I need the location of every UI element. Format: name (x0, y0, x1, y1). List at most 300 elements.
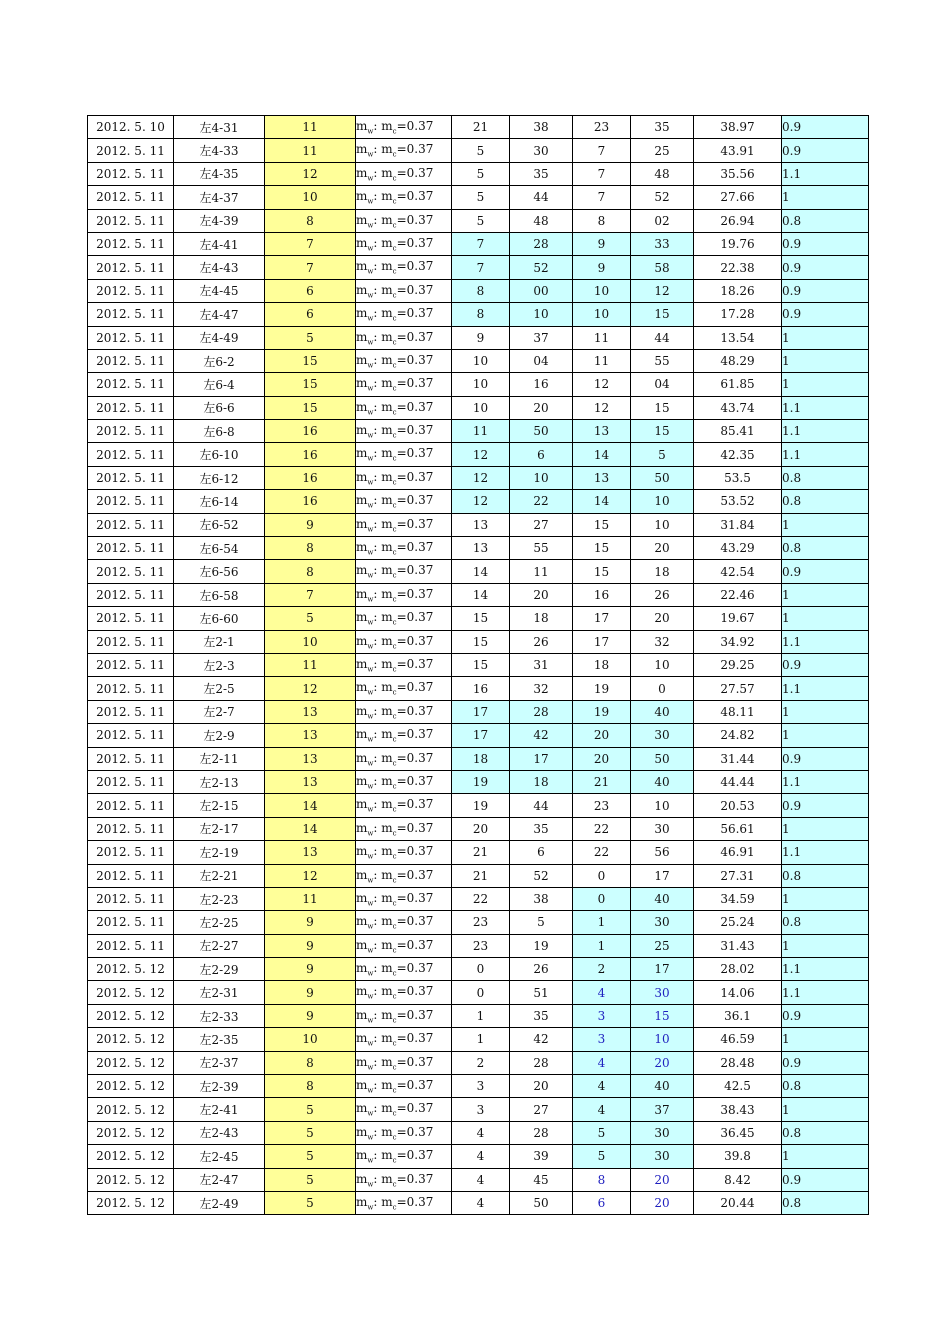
pile-id-cell[interactable]: 左6-14 (174, 490, 265, 513)
count-cell[interactable]: 5 (265, 1191, 356, 1214)
ratio-cell[interactable] (356, 864, 452, 887)
end-hour-cell[interactable]: 3 (573, 1028, 631, 1051)
date-cell[interactable]: 2012. 5. 11 (88, 186, 174, 209)
coefficient-cell[interactable]: 1 (782, 583, 869, 606)
start-minute-cell[interactable]: 00 (510, 279, 573, 302)
ratio-cell[interactable] (356, 1098, 452, 1121)
ratio-cell[interactable] (356, 490, 452, 513)
duration-cell[interactable]: 34.92 (694, 630, 782, 653)
duration-cell[interactable]: 22.46 (694, 583, 782, 606)
ratio-cell[interactable] (356, 466, 452, 489)
date-cell[interactable]: 2012. 5. 11 (88, 630, 174, 653)
ratio-cell[interactable] (356, 420, 452, 443)
count-cell[interactable]: 10 (265, 1028, 356, 1051)
count-cell[interactable]: 8 (265, 537, 356, 560)
start-hour-cell[interactable]: 3 (452, 1098, 510, 1121)
coefficient-cell[interactable]: 0.9 (782, 747, 869, 770)
end-hour-cell[interactable]: 15 (573, 513, 631, 536)
start-hour-cell[interactable]: 20 (452, 817, 510, 840)
coefficient-cell[interactable]: 0.9 (782, 1051, 869, 1074)
ratio-cell[interactable] (356, 934, 452, 957)
date-cell[interactable]: 2012. 5. 11 (88, 724, 174, 747)
start-minute-cell[interactable]: 20 (510, 396, 573, 419)
ratio-cell[interactable] (356, 209, 452, 232)
start-hour-cell[interactable]: 4 (452, 1191, 510, 1214)
end-minute-cell[interactable]: 20 (631, 1168, 694, 1191)
start-hour-cell[interactable]: 1 (452, 1028, 510, 1051)
pile-id-cell[interactable]: 左4-47 (174, 303, 265, 326)
pile-id-cell[interactable]: 左2-33 (174, 1004, 265, 1027)
pile-id-cell[interactable]: 左2-35 (174, 1028, 265, 1051)
date-cell[interactable]: 2012. 5. 12 (88, 958, 174, 981)
start-minute-cell[interactable]: 42 (510, 724, 573, 747)
pile-id-cell[interactable]: 左6-8 (174, 420, 265, 443)
duration-cell[interactable]: 38.43 (694, 1098, 782, 1121)
start-hour-cell[interactable]: 10 (452, 349, 510, 372)
pile-id-cell[interactable]: 左2-27 (174, 934, 265, 957)
start-minute-cell[interactable]: 39 (510, 1145, 573, 1168)
duration-cell[interactable]: 46.59 (694, 1028, 782, 1051)
duration-cell[interactable]: 31.43 (694, 934, 782, 957)
coefficient-cell[interactable]: 1 (782, 373, 869, 396)
end-hour-cell[interactable]: 8 (573, 1168, 631, 1191)
end-minute-cell[interactable]: 58 (631, 256, 694, 279)
end-minute-cell[interactable]: 20 (631, 607, 694, 630)
start-minute-cell[interactable]: 26 (510, 958, 573, 981)
coefficient-cell[interactable]: 0.8 (782, 1121, 869, 1144)
end-minute-cell[interactable]: 40 (631, 770, 694, 793)
duration-cell[interactable]: 85.41 (694, 420, 782, 443)
coefficient-cell[interactable]: 0.9 (782, 1004, 869, 1027)
start-hour-cell[interactable]: 19 (452, 794, 510, 817)
date-cell[interactable]: 2012. 5. 11 (88, 513, 174, 536)
end-hour-cell[interactable]: 12 (573, 396, 631, 419)
coefficient-cell[interactable]: 1.1 (782, 770, 869, 793)
end-hour-cell[interactable]: 13 (573, 420, 631, 443)
coefficient-cell[interactable]: 1 (782, 724, 869, 747)
ratio-cell[interactable] (356, 1168, 452, 1191)
pile-id-cell[interactable]: 左2-11 (174, 747, 265, 770)
pile-id-cell[interactable]: 左2-37 (174, 1051, 265, 1074)
date-cell[interactable]: 2012. 5. 11 (88, 560, 174, 583)
ratio-cell[interactable] (356, 116, 452, 139)
duration-cell[interactable]: 14.06 (694, 981, 782, 1004)
start-minute-cell[interactable]: 20 (510, 583, 573, 606)
duration-cell[interactable]: 34.59 (694, 887, 782, 910)
start-hour-cell[interactable]: 4 (452, 1145, 510, 1168)
ratio-cell[interactable] (356, 911, 452, 934)
date-cell[interactable]: 2012. 5. 11 (88, 396, 174, 419)
count-cell[interactable]: 15 (265, 349, 356, 372)
end-hour-cell[interactable]: 2 (573, 958, 631, 981)
start-minute-cell[interactable]: 52 (510, 256, 573, 279)
count-cell[interactable]: 13 (265, 700, 356, 723)
pile-id-cell[interactable]: 左2-25 (174, 911, 265, 934)
coefficient-cell[interactable]: 1 (782, 1028, 869, 1051)
end-minute-cell[interactable]: 10 (631, 490, 694, 513)
start-minute-cell[interactable]: 6 (510, 841, 573, 864)
ratio-cell[interactable] (356, 1004, 452, 1027)
pile-id-cell[interactable]: 左2-21 (174, 864, 265, 887)
pile-id-cell[interactable]: 左2-47 (174, 1168, 265, 1191)
end-hour-cell[interactable]: 19 (573, 677, 631, 700)
end-minute-cell[interactable]: 20 (631, 1191, 694, 1214)
ratio-cell[interactable] (356, 256, 452, 279)
date-cell[interactable]: 2012. 5. 12 (88, 1075, 174, 1098)
end-hour-cell[interactable]: 11 (573, 326, 631, 349)
ratio-cell[interactable] (356, 279, 452, 302)
coefficient-cell[interactable]: 1 (782, 186, 869, 209)
count-cell[interactable]: 11 (265, 139, 356, 162)
count-cell[interactable]: 9 (265, 981, 356, 1004)
date-cell[interactable]: 2012. 5. 11 (88, 653, 174, 676)
pile-id-cell[interactable]: 左6-60 (174, 607, 265, 630)
start-minute-cell[interactable]: 35 (510, 162, 573, 185)
coefficient-cell[interactable]: 0.8 (782, 209, 869, 232)
coefficient-cell[interactable]: 0.8 (782, 537, 869, 560)
ratio-cell[interactable] (356, 326, 452, 349)
end-hour-cell[interactable]: 3 (573, 1004, 631, 1027)
start-minute-cell[interactable]: 50 (510, 1191, 573, 1214)
duration-cell[interactable]: 36.1 (694, 1004, 782, 1027)
count-cell[interactable]: 8 (265, 560, 356, 583)
count-cell[interactable]: 5 (265, 1098, 356, 1121)
end-minute-cell[interactable]: 15 (631, 420, 694, 443)
end-minute-cell[interactable]: 35 (631, 116, 694, 139)
pile-id-cell[interactable]: 左4-45 (174, 279, 265, 302)
duration-cell[interactable]: 19.76 (694, 232, 782, 255)
date-cell[interactable]: 2012. 5. 11 (88, 583, 174, 606)
end-minute-cell[interactable]: 10 (631, 513, 694, 536)
start-hour-cell[interactable]: 15 (452, 607, 510, 630)
date-cell[interactable]: 2012. 5. 11 (88, 770, 174, 793)
end-minute-cell[interactable]: 50 (631, 747, 694, 770)
start-hour-cell[interactable]: 0 (452, 981, 510, 1004)
start-hour-cell[interactable]: 15 (452, 653, 510, 676)
start-hour-cell[interactable]: 5 (452, 162, 510, 185)
start-hour-cell[interactable]: 23 (452, 911, 510, 934)
coefficient-cell[interactable]: 1 (782, 349, 869, 372)
ratio-cell[interactable] (356, 887, 452, 910)
coefficient-cell[interactable]: 0.9 (782, 256, 869, 279)
pile-id-cell[interactable]: 左4-37 (174, 186, 265, 209)
start-minute-cell[interactable]: 04 (510, 349, 573, 372)
pile-id-cell[interactable]: 左4-41 (174, 232, 265, 255)
start-minute-cell[interactable]: 28 (510, 1121, 573, 1144)
date-cell[interactable]: 2012. 5. 11 (88, 232, 174, 255)
start-minute-cell[interactable]: 38 (510, 116, 573, 139)
end-hour-cell[interactable]: 20 (573, 747, 631, 770)
duration-cell[interactable]: 43.74 (694, 396, 782, 419)
count-cell[interactable]: 6 (265, 303, 356, 326)
duration-cell[interactable]: 38.97 (694, 116, 782, 139)
count-cell[interactable]: 13 (265, 841, 356, 864)
end-hour-cell[interactable]: 23 (573, 116, 631, 139)
duration-cell[interactable]: 17.28 (694, 303, 782, 326)
start-hour-cell[interactable]: 3 (452, 1075, 510, 1098)
start-hour-cell[interactable]: 17 (452, 724, 510, 747)
coefficient-cell[interactable]: 0.8 (782, 1075, 869, 1098)
date-cell[interactable]: 2012. 5. 11 (88, 607, 174, 630)
duration-cell[interactable]: 36.45 (694, 1121, 782, 1144)
end-hour-cell[interactable]: 1 (573, 934, 631, 957)
end-minute-cell[interactable]: 30 (631, 724, 694, 747)
coefficient-cell[interactable]: 1.1 (782, 162, 869, 185)
start-minute-cell[interactable]: 42 (510, 1028, 573, 1051)
duration-cell[interactable]: 29.25 (694, 653, 782, 676)
date-cell[interactable]: 2012. 5. 11 (88, 139, 174, 162)
start-minute-cell[interactable]: 27 (510, 513, 573, 536)
ratio-cell[interactable] (356, 1121, 452, 1144)
end-hour-cell[interactable]: 12 (573, 373, 631, 396)
end-hour-cell[interactable]: 14 (573, 443, 631, 466)
count-cell[interactable]: 15 (265, 396, 356, 419)
end-minute-cell[interactable]: 25 (631, 934, 694, 957)
start-minute-cell[interactable]: 44 (510, 794, 573, 817)
duration-cell[interactable]: 39.8 (694, 1145, 782, 1168)
date-cell[interactable]: 2012. 5. 11 (88, 279, 174, 302)
end-minute-cell[interactable]: 26 (631, 583, 694, 606)
coefficient-cell[interactable]: 0.9 (782, 653, 869, 676)
start-hour-cell[interactable]: 2 (452, 1051, 510, 1074)
coefficient-cell[interactable]: 0.9 (782, 116, 869, 139)
start-hour-cell[interactable]: 5 (452, 186, 510, 209)
end-minute-cell[interactable]: 12 (631, 279, 694, 302)
pile-id-cell[interactable]: 左6-2 (174, 349, 265, 372)
start-hour-cell[interactable]: 13 (452, 513, 510, 536)
end-minute-cell[interactable]: 17 (631, 864, 694, 887)
count-cell[interactable]: 10 (265, 186, 356, 209)
date-cell[interactable]: 2012. 5. 11 (88, 420, 174, 443)
end-hour-cell[interactable]: 14 (573, 490, 631, 513)
end-minute-cell[interactable]: 30 (631, 817, 694, 840)
start-minute-cell[interactable]: 19 (510, 934, 573, 957)
start-minute-cell[interactable]: 5 (510, 911, 573, 934)
date-cell[interactable]: 2012. 5. 11 (88, 209, 174, 232)
end-minute-cell[interactable]: 48 (631, 162, 694, 185)
date-cell[interactable]: 2012. 5. 12 (88, 1098, 174, 1121)
start-minute-cell[interactable]: 10 (510, 303, 573, 326)
date-cell[interactable]: 2012. 5. 11 (88, 443, 174, 466)
start-hour-cell[interactable]: 9 (452, 326, 510, 349)
coefficient-cell[interactable]: 0.8 (782, 466, 869, 489)
end-hour-cell[interactable]: 22 (573, 841, 631, 864)
end-hour-cell[interactable]: 21 (573, 770, 631, 793)
date-cell[interactable]: 2012. 5. 11 (88, 934, 174, 957)
duration-cell[interactable]: 42.54 (694, 560, 782, 583)
start-hour-cell[interactable]: 8 (452, 279, 510, 302)
count-cell[interactable]: 10 (265, 630, 356, 653)
start-hour-cell[interactable]: 10 (452, 396, 510, 419)
date-cell[interactable]: 2012. 5. 11 (88, 700, 174, 723)
start-hour-cell[interactable]: 21 (452, 841, 510, 864)
start-minute-cell[interactable]: 20 (510, 1075, 573, 1098)
pile-id-cell[interactable]: 左4-43 (174, 256, 265, 279)
start-hour-cell[interactable]: 16 (452, 677, 510, 700)
count-cell[interactable]: 9 (265, 513, 356, 536)
date-cell[interactable]: 2012. 5. 11 (88, 887, 174, 910)
coefficient-cell[interactable]: 0.9 (782, 1168, 869, 1191)
coefficient-cell[interactable]: 1.1 (782, 841, 869, 864)
count-cell[interactable]: 5 (265, 607, 356, 630)
ratio-cell[interactable] (356, 1075, 452, 1098)
date-cell[interactable]: 2012. 5. 12 (88, 1004, 174, 1027)
date-cell[interactable]: 2012. 5. 11 (88, 349, 174, 372)
ratio-cell[interactable] (356, 232, 452, 255)
coefficient-cell[interactable]: 1.1 (782, 396, 869, 419)
pile-id-cell[interactable]: 左2-19 (174, 841, 265, 864)
ratio-cell[interactable] (356, 513, 452, 536)
pile-id-cell[interactable]: 左2-7 (174, 700, 265, 723)
ratio-cell[interactable] (356, 817, 452, 840)
coefficient-cell[interactable]: 1 (782, 817, 869, 840)
end-hour-cell[interactable]: 5 (573, 1121, 631, 1144)
end-hour-cell[interactable]: 20 (573, 724, 631, 747)
end-hour-cell[interactable]: 15 (573, 537, 631, 560)
start-hour-cell[interactable]: 12 (452, 490, 510, 513)
date-cell[interactable]: 2012. 5. 11 (88, 817, 174, 840)
pile-id-cell[interactable]: 左4-31 (174, 116, 265, 139)
start-minute-cell[interactable]: 38 (510, 887, 573, 910)
end-hour-cell[interactable]: 10 (573, 279, 631, 302)
end-hour-cell[interactable]: 4 (573, 1051, 631, 1074)
coefficient-cell[interactable]: 0.9 (782, 279, 869, 302)
duration-cell[interactable]: 18.26 (694, 279, 782, 302)
ratio-cell[interactable] (356, 747, 452, 770)
pile-id-cell[interactable]: 左2-23 (174, 887, 265, 910)
duration-cell[interactable]: 46.91 (694, 841, 782, 864)
coefficient-cell[interactable]: 0.9 (782, 303, 869, 326)
start-hour-cell[interactable]: 22 (452, 887, 510, 910)
duration-cell[interactable]: 44.44 (694, 770, 782, 793)
coefficient-cell[interactable]: 1.1 (782, 443, 869, 466)
duration-cell[interactable]: 31.44 (694, 747, 782, 770)
start-minute-cell[interactable]: 18 (510, 770, 573, 793)
start-minute-cell[interactable]: 32 (510, 677, 573, 700)
ratio-cell[interactable] (356, 1028, 452, 1051)
count-cell[interactable]: 12 (265, 864, 356, 887)
end-hour-cell[interactable]: 0 (573, 887, 631, 910)
ratio-cell[interactable] (356, 443, 452, 466)
duration-cell[interactable]: 20.53 (694, 794, 782, 817)
ratio-cell[interactable] (356, 700, 452, 723)
ratio-cell[interactable] (356, 1191, 452, 1214)
ratio-cell[interactable] (356, 770, 452, 793)
pile-id-cell[interactable]: 左6-54 (174, 537, 265, 560)
end-minute-cell[interactable]: 17 (631, 958, 694, 981)
end-hour-cell[interactable]: 9 (573, 256, 631, 279)
end-hour-cell[interactable]: 17 (573, 607, 631, 630)
pile-id-cell[interactable]: 左2-5 (174, 677, 265, 700)
coefficient-cell[interactable]: 1 (782, 1145, 869, 1168)
ratio-cell[interactable] (356, 560, 452, 583)
end-hour-cell[interactable]: 0 (573, 864, 631, 887)
end-hour-cell[interactable]: 22 (573, 817, 631, 840)
start-hour-cell[interactable]: 4 (452, 1168, 510, 1191)
start-minute-cell[interactable]: 37 (510, 326, 573, 349)
duration-cell[interactable]: 61.85 (694, 373, 782, 396)
start-minute-cell[interactable]: 6 (510, 443, 573, 466)
start-minute-cell[interactable]: 17 (510, 747, 573, 770)
count-cell[interactable]: 5 (265, 1121, 356, 1144)
end-minute-cell[interactable]: 04 (631, 373, 694, 396)
date-cell[interactable]: 2012. 5. 11 (88, 162, 174, 185)
start-minute-cell[interactable]: 50 (510, 420, 573, 443)
end-minute-cell[interactable]: 5 (631, 443, 694, 466)
start-minute-cell[interactable]: 16 (510, 373, 573, 396)
end-hour-cell[interactable]: 10 (573, 303, 631, 326)
pile-id-cell[interactable]: 左2-29 (174, 958, 265, 981)
duration-cell[interactable]: 20.44 (694, 1191, 782, 1214)
pile-id-cell[interactable]: 左2-45 (174, 1145, 265, 1168)
count-cell[interactable]: 16 (265, 420, 356, 443)
start-minute-cell[interactable]: 35 (510, 817, 573, 840)
end-minute-cell[interactable]: 40 (631, 1075, 694, 1098)
start-hour-cell[interactable]: 0 (452, 958, 510, 981)
start-hour-cell[interactable]: 21 (452, 116, 510, 139)
end-minute-cell[interactable]: 10 (631, 794, 694, 817)
count-cell[interactable]: 16 (265, 490, 356, 513)
start-minute-cell[interactable]: 48 (510, 209, 573, 232)
end-minute-cell[interactable]: 55 (631, 349, 694, 372)
duration-cell[interactable]: 25.24 (694, 911, 782, 934)
start-minute-cell[interactable]: 26 (510, 630, 573, 653)
coefficient-cell[interactable]: 0.8 (782, 911, 869, 934)
start-hour-cell[interactable]: 14 (452, 560, 510, 583)
coefficient-cell[interactable]: 0.8 (782, 1191, 869, 1214)
pile-id-cell[interactable]: 左6-52 (174, 513, 265, 536)
start-minute-cell[interactable]: 28 (510, 232, 573, 255)
coefficient-cell[interactable]: 0.9 (782, 560, 869, 583)
end-hour-cell[interactable]: 7 (573, 186, 631, 209)
duration-cell[interactable]: 22.38 (694, 256, 782, 279)
ratio-cell[interactable] (356, 981, 452, 1004)
coefficient-cell[interactable]: 1 (782, 513, 869, 536)
end-hour-cell[interactable]: 15 (573, 560, 631, 583)
pile-id-cell[interactable]: 左2-9 (174, 724, 265, 747)
ratio-cell[interactable] (356, 303, 452, 326)
count-cell[interactable]: 11 (265, 116, 356, 139)
start-minute-cell[interactable]: 27 (510, 1098, 573, 1121)
date-cell[interactable]: 2012. 5. 11 (88, 326, 174, 349)
date-cell[interactable]: 2012. 5. 11 (88, 373, 174, 396)
end-hour-cell[interactable]: 18 (573, 653, 631, 676)
end-hour-cell[interactable]: 23 (573, 794, 631, 817)
count-cell[interactable]: 8 (265, 1075, 356, 1098)
ratio-cell[interactable] (356, 373, 452, 396)
end-hour-cell[interactable]: 9 (573, 232, 631, 255)
end-minute-cell[interactable]: 0 (631, 677, 694, 700)
end-minute-cell[interactable]: 20 (631, 1051, 694, 1074)
count-cell[interactable]: 9 (265, 958, 356, 981)
count-cell[interactable]: 14 (265, 794, 356, 817)
end-hour-cell[interactable]: 19 (573, 700, 631, 723)
end-hour-cell[interactable]: 16 (573, 583, 631, 606)
end-minute-cell[interactable]: 15 (631, 303, 694, 326)
duration-cell[interactable]: 31.84 (694, 513, 782, 536)
coefficient-cell[interactable]: 0.9 (782, 794, 869, 817)
ratio-cell[interactable] (356, 139, 452, 162)
count-cell[interactable]: 13 (265, 770, 356, 793)
end-minute-cell[interactable]: 20 (631, 537, 694, 560)
date-cell[interactable]: 2012. 5. 12 (88, 1121, 174, 1144)
pile-id-cell[interactable]: 左2-13 (174, 770, 265, 793)
date-cell[interactable]: 2012. 5. 12 (88, 1145, 174, 1168)
start-minute-cell[interactable]: 51 (510, 981, 573, 1004)
end-minute-cell[interactable]: 40 (631, 700, 694, 723)
start-minute-cell[interactable]: 22 (510, 490, 573, 513)
end-minute-cell[interactable]: 02 (631, 209, 694, 232)
